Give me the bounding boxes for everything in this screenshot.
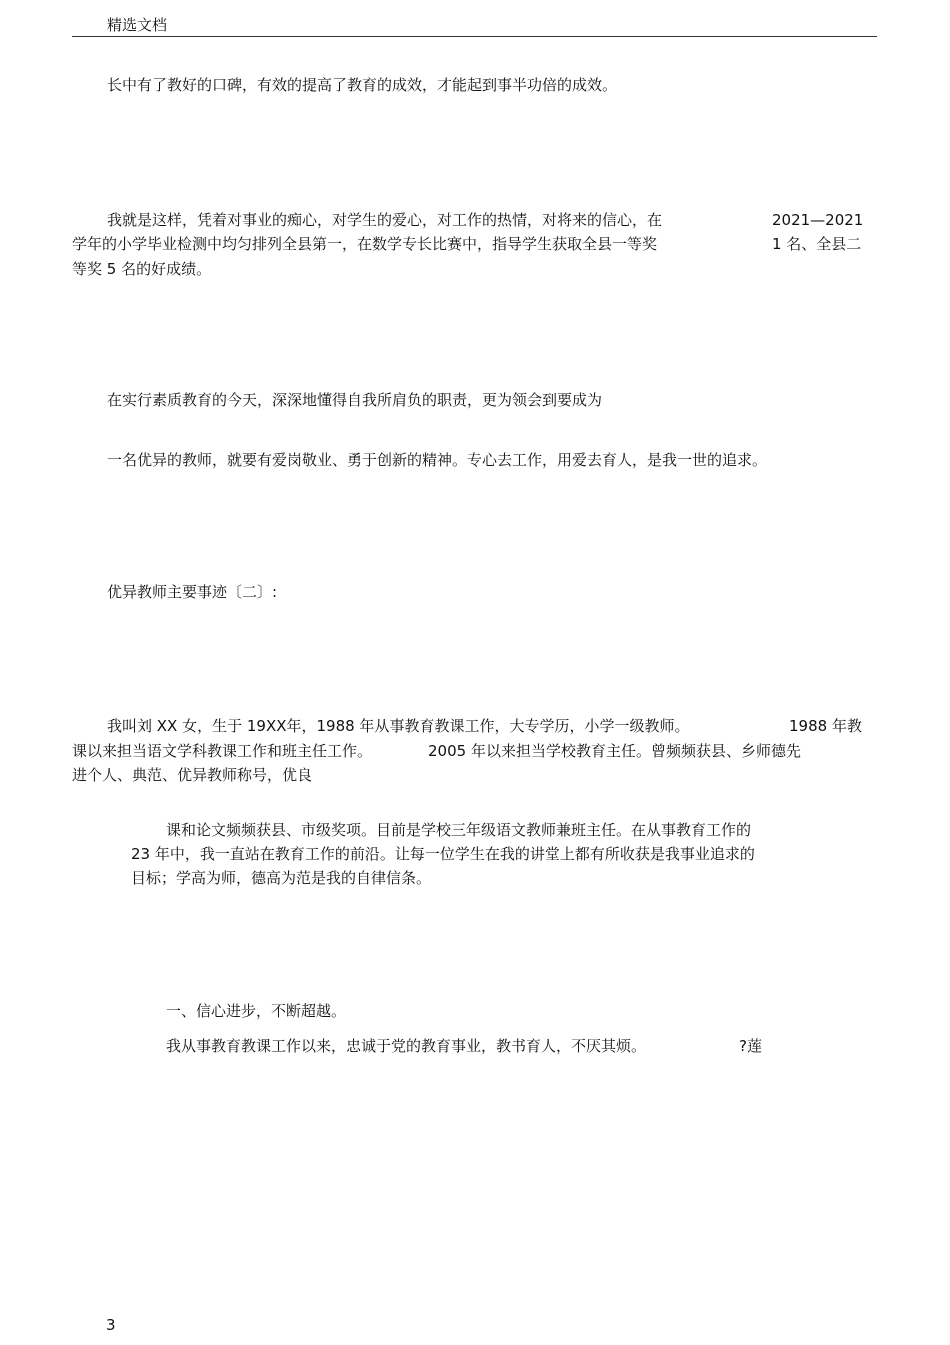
paragraph-1-line-1: 长中有了教好的口碑，有效的提高了教育的成效，才能起到事半功倍的成效。 (107, 76, 618, 94)
paragraph-6-line-3: 进个人、典范、优异教师称号，优良 (72, 766, 313, 784)
paragraph-2-line-2: 学年的小学毕业检测中均匀排列全县第一，在数学专长比赛中，指导学生获取全县一等奖 (72, 235, 658, 253)
paragraph-7-line-3: 目标；学高为师，德高为范是我的自律信条。 (131, 869, 432, 887)
paragraph-9-line-1: 我从事教育教课工作以来，忠诚于党的教育事业，教书育人，不厌其烦。 (166, 1037, 647, 1055)
paragraph-6-line-1-right: 1988 年教 (789, 717, 862, 735)
subheading-1: 一、信心进步，不断超越。 (166, 1002, 347, 1020)
paragraph-9-line-1-right: ?莲 (739, 1037, 762, 1055)
paragraph-6-line-2: 课以来担当语文学科教课工作和班主任工作。 (72, 742, 373, 760)
paragraph-2-line-2-right: 1 名、全县二 (772, 235, 862, 253)
page-number: 3 (106, 1316, 116, 1334)
page-header-title: 精选文档 (107, 16, 168, 34)
header-divider (72, 36, 877, 37)
paragraph-2-line-3: 等奖 5 名的好成绩。 (72, 260, 212, 278)
section-heading-2: 优异教师主要事迹〔二〕: (107, 583, 278, 601)
paragraph-7-line-2: 23 年中，我一直站在教育工作的前沿。让每一位学生在我的讲堂上都有所收获是我事业追求的 (131, 845, 755, 863)
paragraph-6-line-2-right: 2005 年以来担当学校教育主任。曾频频获县、乡师德先 (428, 742, 801, 760)
paragraph-6-line-1: 我叫刘 XX 女，生于 19XX年，1988 年从事教育教课工作，大专学历，小学一级教师。 (107, 717, 690, 735)
paragraph-4-line-1: 一名优异的教师，就要有爱岗敬业、勇于创新的精神。专心去工作，用爱去育人，是我一世的追求。 (107, 451, 768, 469)
paragraph-3-line-1: 在实行素质教育的今天，深深地懂得自我所肩负的职责，更为领会到要成为 (107, 391, 603, 409)
paragraph-2-line-1: 我就是这样，凭着对事业的痴心，对学生的爱心，对工作的热情，对将来的信心，在 (107, 211, 663, 229)
paragraph-7-line-1: 课和论文频频获县、市级奖项。目前是学校三年级语文教师兼班主任。在从事教育工作的 (166, 821, 752, 839)
paragraph-2-line-1-right: 2021—2021 (772, 211, 864, 229)
